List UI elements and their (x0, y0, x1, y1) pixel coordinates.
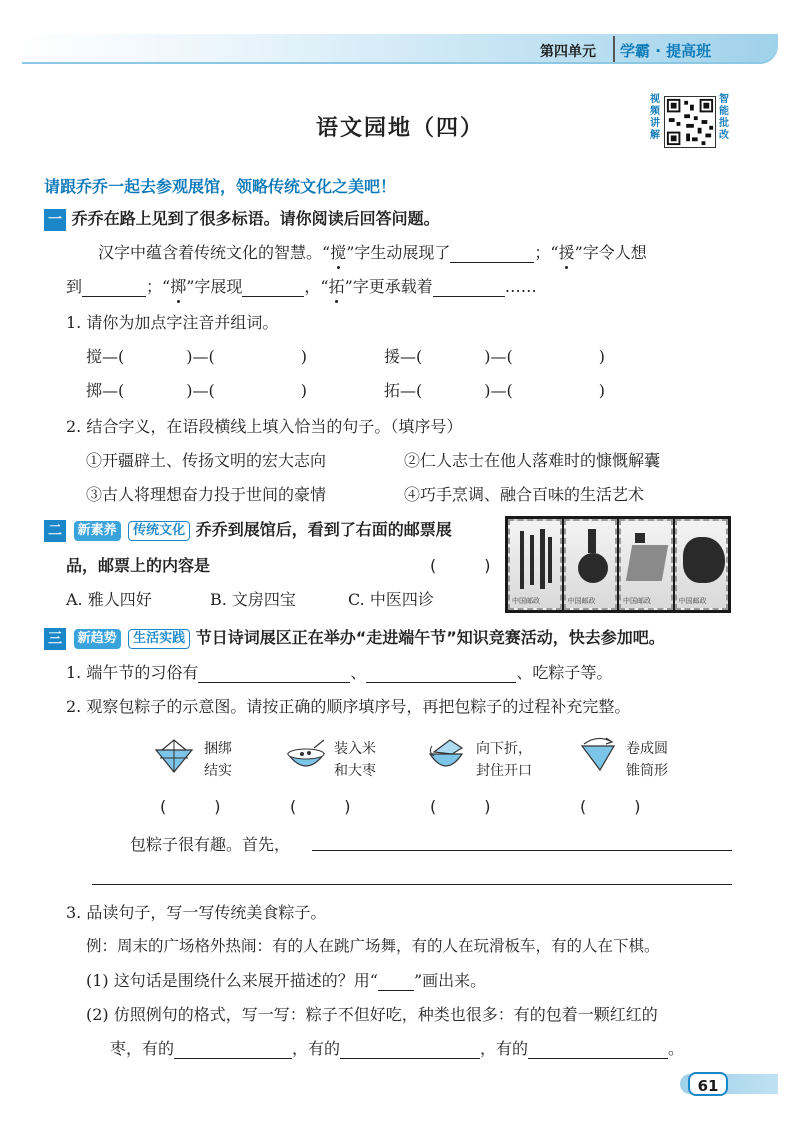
para-text: ，“ (304, 277, 329, 296)
section1-heading-text: 乔乔在路上见到了很多标语。请你阅读后回答问题。 (71, 209, 440, 228)
section2-heading (44, 517, 452, 542)
stamp-text: 中国邮政 (678, 597, 707, 605)
underline-sample (378, 975, 414, 991)
step-text: 封住开口 (476, 763, 532, 779)
answer-line-2[interactable] (92, 884, 732, 885)
tag-new-literacy: 新素养 (74, 521, 121, 541)
step-1-label (204, 738, 232, 782)
section1-number: 一 (44, 209, 66, 231)
divider-arrow-icon (613, 36, 615, 62)
section2-number: 二 (44, 520, 66, 542)
pinyin-row-1b (384, 344, 605, 367)
q1-text: 、 (350, 663, 367, 682)
unit-label: 第四单元 (540, 44, 596, 60)
imitate-blank-3[interactable] (528, 1043, 668, 1059)
page-title: 语文园地（四） (315, 116, 484, 141)
answer-line-1[interactable] (312, 850, 732, 851)
choice-a: A. 雅人四好 (66, 590, 152, 609)
blank-2[interactable] (82, 281, 146, 297)
sub-question-2-line2 (110, 1036, 684, 1059)
pinyin-row-1 (86, 344, 307, 367)
step-text: 捆绑 (204, 741, 232, 757)
step-text: 结实 (204, 763, 232, 779)
stamp-inkstone (675, 519, 729, 610)
section3-q3: 3. 品读句子，写一写传统美食粽子。 (66, 903, 327, 922)
para-text: 汉字中蕴含着传统文化的智慧。“ (98, 243, 331, 262)
row-text: 掷—( (86, 381, 125, 400)
intro-text: 请跟乔乔一起去参观展馆，领略传统文化之美吧！ (44, 177, 397, 196)
row-text: )—( (186, 381, 215, 400)
dotted-char-tuo: 拓 (328, 277, 345, 296)
zongzi-roll-icon (576, 734, 620, 772)
section1-q2: 2. 结合字义，在语段横线上填入恰当的句子。（填序号） (66, 417, 463, 436)
section1-q1: 1. 请你为加点字注音并组词。 (66, 313, 279, 332)
step-3-label (476, 738, 532, 782)
row-text: ) (598, 381, 605, 400)
tag-life-practice: 生活实践 (128, 629, 190, 649)
row-text: )—( (484, 347, 513, 366)
stamp-paper (619, 519, 673, 610)
section1-paragraph-line2 (66, 274, 537, 297)
section2-heading-line2: 品，邮票上的内容是 (66, 556, 211, 575)
sub2-text: ，有的 (480, 1039, 529, 1058)
row-text: )—( (186, 347, 215, 366)
sub1-text: (1) 这句话是围绕什么来展开描述的？用“ (86, 971, 378, 990)
para-text: ”字生动展现了 (346, 243, 451, 262)
row-text: 搅—( (86, 347, 125, 366)
section1-heading (44, 206, 440, 231)
row-text: ) (300, 347, 307, 366)
step-4-paren[interactable]: ( ) (580, 797, 641, 816)
tag-new-trend: 新趋势 (74, 629, 121, 649)
step-text: 锥筒形 (626, 763, 668, 779)
step-4-label (626, 738, 668, 782)
para-text: ；“ (146, 277, 171, 296)
q1-text: 1. 端午节的习俗有 (66, 663, 199, 682)
section3-q1 (66, 660, 612, 683)
page-number: 61 (688, 1072, 728, 1096)
step-3-paren[interactable]: ( ) (430, 797, 491, 816)
para-text: …… (504, 277, 537, 296)
imitate-blank-2[interactable] (340, 1043, 480, 1059)
dotted-char-jiao: 搅 (330, 243, 347, 262)
row-text: 援—( (384, 347, 423, 366)
dotted-char-zhi: 掷 (170, 277, 187, 296)
dotted-char-yuan: 援 (558, 243, 575, 262)
sub2-text: 枣，有的 (110, 1039, 175, 1058)
row-text: )—( (484, 381, 513, 400)
section3-heading-text: 节日诗词展区正在举办“走进端午节”知识竞赛活动，快去参加吧。 (195, 628, 665, 647)
para-text: ”字更承载着 (344, 277, 433, 296)
example-sentence: 例：周末的广场格外热闹：有的人在跳广场舞，有的人在玩滑板车，有的人在下棋。 (86, 937, 660, 955)
qr-right-label: 智能批改 (719, 94, 729, 141)
stamp-text: 中国邮政 (623, 597, 651, 605)
stamp-text: 中国邮政 (567, 597, 596, 605)
custom-blank-2[interactable] (366, 667, 516, 683)
option-4: ④巧手烹调、融合百味的生活艺术 (404, 485, 645, 504)
zongzi-fold-icon (424, 738, 468, 776)
step-text: 向下折， (476, 741, 532, 757)
process-lead: 包粽子很有趣。首先， (130, 835, 291, 854)
tag-traditional-culture: 传统文化 (128, 521, 190, 541)
sub-question-2: (2) 仿照例句的格式，写一写：粽子不但好吃，种类也很多：有的包着一颗红红的 (86, 1005, 658, 1024)
step-text: 装入米 (334, 741, 376, 757)
step-2-paren[interactable]: ( ) (290, 797, 351, 816)
stamp-brushes (508, 519, 562, 610)
qr-code-icon[interactable] (664, 96, 716, 148)
row-text: ) (300, 381, 307, 400)
option-2: ②仁人志士在他人落难时的慷慨解囊 (404, 451, 661, 470)
row-text: ) (598, 347, 605, 366)
series-label: 学霸 · 提高班 (620, 42, 712, 60)
para-text: ”字令人想 (574, 243, 647, 262)
section2-heading-text: 乔乔到展馆后，看到了右面的邮票展 (195, 520, 452, 539)
para-text: ”字展现 (186, 277, 243, 296)
sub2-text: ，有的 (292, 1039, 341, 1058)
section1-paragraph-line1 (98, 240, 647, 263)
sub-question-1 (86, 968, 486, 991)
sub2-text: 。 (668, 1039, 685, 1058)
q1-text: 、吃粽子等。 (516, 663, 613, 682)
stamp-ink (564, 519, 618, 610)
para-text: 到 (66, 277, 83, 296)
sub1-text: ”画出来。 (413, 971, 487, 990)
zongzi-tie-icon (152, 738, 196, 776)
qr-left-label: 视频讲解 (650, 94, 660, 141)
pinyin-row-2b (384, 378, 605, 401)
blank-4[interactable] (433, 281, 505, 297)
row-text: 拓—( (384, 381, 423, 400)
step-2-label (334, 738, 376, 782)
step-text: 卷成圆 (626, 741, 668, 757)
stamp-display (505, 516, 731, 613)
stamp-text: 中国邮政 (512, 597, 540, 605)
choice-c: C. 中医四诊 (348, 590, 434, 609)
zongzi-fill-icon (284, 738, 328, 776)
section3-q2: 2. 观察包粽子的示意图。请按正确的顺序填序号，再把包粽子的过程补充完整。 (66, 697, 631, 716)
custom-blank-1[interactable] (198, 667, 350, 683)
step-1-paren[interactable]: ( ) (160, 797, 221, 816)
pinyin-row-2 (86, 378, 307, 401)
step-text: 和大枣 (334, 763, 376, 779)
blank-1[interactable] (450, 247, 534, 263)
section2-answer-paren[interactable]: ( ) (430, 556, 491, 575)
section3-number: 三 (44, 628, 66, 650)
choice-b: B. 文房四宝 (210, 590, 296, 609)
blank-3[interactable] (242, 281, 304, 297)
option-1: ①开疆辟土、传扬文明的宏大志向 (86, 451, 327, 470)
section3-heading (44, 625, 665, 650)
para-text: ；“ (534, 243, 559, 262)
option-3: ③古人将理想奋力投于世间的豪情 (86, 485, 327, 504)
imitate-blank-1[interactable] (174, 1043, 292, 1059)
